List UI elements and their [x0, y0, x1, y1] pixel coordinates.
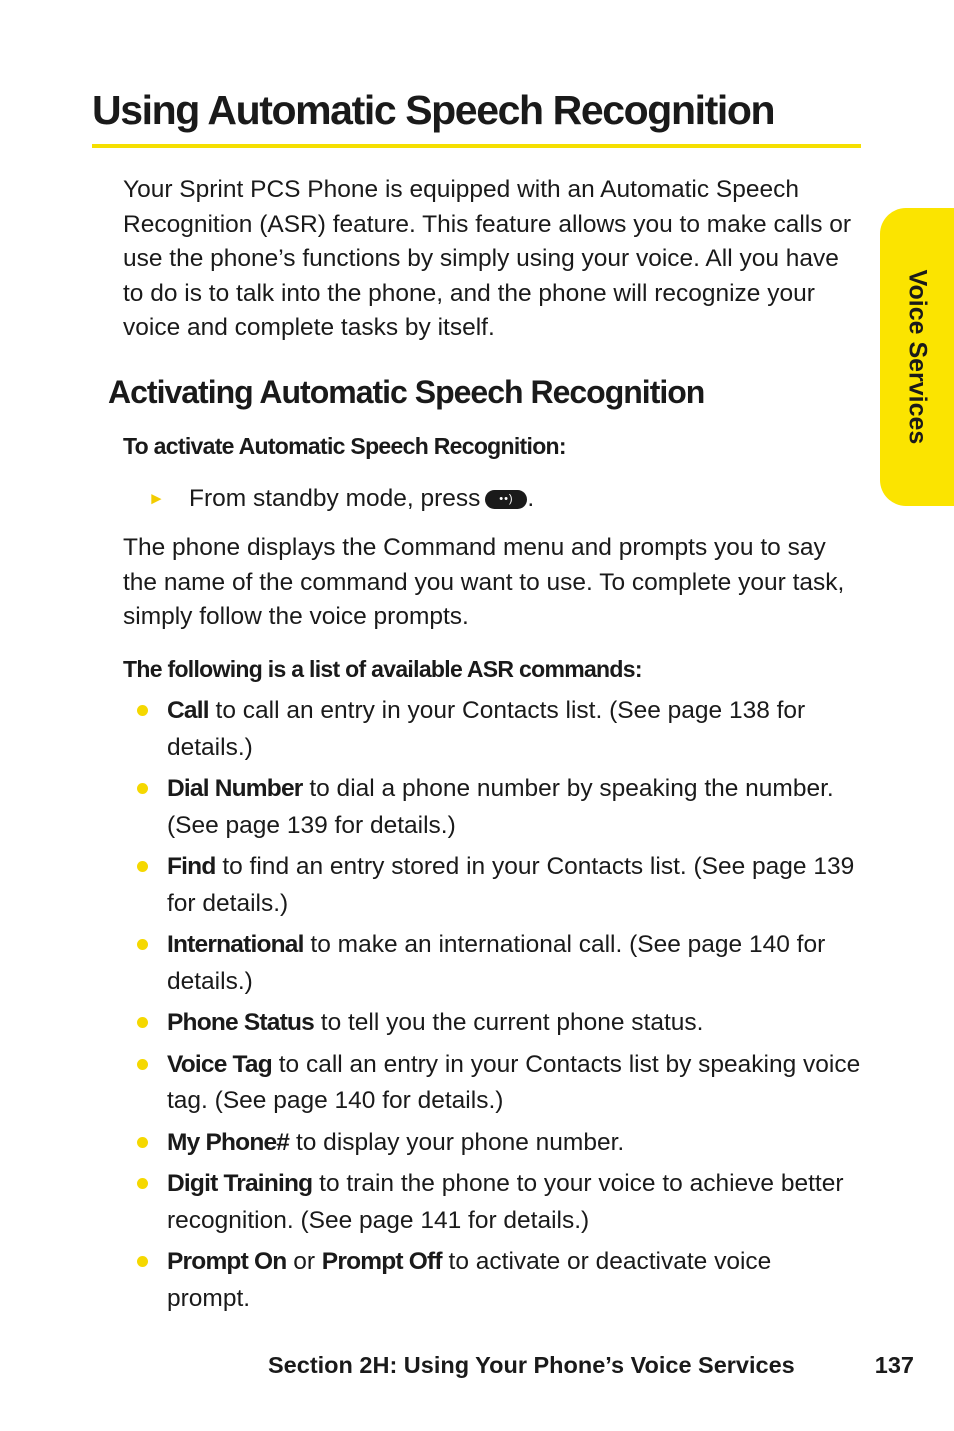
bullet-icon [137, 783, 148, 794]
command-term: Dial Number [167, 775, 303, 802]
list-heading: The following is a list of available ASR commands: [123, 656, 642, 682]
list-item [123, 849, 861, 922]
talk-voice-key-icon [485, 490, 527, 509]
list-item [123, 1244, 861, 1317]
command-menu-paragraph: The phone displays the Command menu and prompts you to say the name of the command you want to use. To complete your task, simply follow the voice prompts. [123, 534, 845, 630]
command-term: International [167, 931, 304, 958]
command-description: to activate or deactivate voice prompt. [167, 1248, 772, 1312]
list-item [123, 771, 861, 844]
list-item [123, 1005, 861, 1042]
command-description: to make an international call. (See page 140 for details.) [167, 931, 826, 995]
intro-section [123, 173, 861, 346]
bullet-icon [137, 1017, 148, 1028]
command-term: Call [167, 697, 209, 724]
list-item [123, 1166, 861, 1239]
command-term: Phone Status [167, 1009, 314, 1036]
bullet-icon [137, 939, 148, 950]
list-item [123, 1047, 861, 1120]
command-term: Find [167, 853, 216, 880]
step-text: From standby mode, press [189, 485, 481, 512]
command-description: to dial a phone number by speaking the number. (See page 139 for details.) [167, 775, 834, 839]
bullet-icon [137, 861, 148, 872]
list-item [123, 693, 861, 766]
page-footer [268, 1349, 914, 1381]
instruction-heading: To activate Automatic Speech Recognition: [123, 433, 566, 459]
bullet-icon [137, 1137, 148, 1148]
command-description: to call an entry in your Contacts list by speaking voice tag. (See page 140 for details.) [167, 1050, 861, 1114]
command-description: to find an entry stored in your Contacts list. (See page 139 for details.) [167, 853, 855, 917]
bullet-icon [137, 1256, 148, 1267]
command-description: to tell you the current phone status. [313, 1009, 704, 1036]
side-tab-label: Voice Services [903, 269, 932, 445]
command-description: to display your phone number. [289, 1128, 625, 1156]
intro-paragraph: Your Sprint PCS Phone is equipped with an Automatic Speech Recognition (ASR) feature. This feature allows you to make calls or use the phone’s functions by simply using your voice. All you have to do is to talk into the phone, and the phone will recognize your voice and complete tasks by itself. [123, 176, 852, 341]
command-term: My Phone# [167, 1128, 290, 1156]
step-arrow-icon: ► [148, 489, 165, 508]
list-item [123, 927, 861, 1000]
footer-section-title: Section 2H: Using Your Phone’s Voice Services [268, 1352, 795, 1378]
section-subheading: Activating Automatic Speech Recognition [108, 374, 705, 410]
command-list [123, 693, 861, 1322]
command-joiner: or [286, 1248, 322, 1275]
list-item [123, 1125, 861, 1162]
step-item [148, 482, 534, 516]
page-number: 137 [874, 1352, 914, 1378]
bullet-icon [137, 1178, 148, 1189]
command-term: Voice Tag [167, 1050, 272, 1078]
title-rule [92, 144, 861, 148]
step-text-end: . [527, 485, 535, 512]
command-term: Prompt On [167, 1248, 287, 1275]
side-tab [880, 208, 954, 506]
bullet-icon [137, 1059, 148, 1070]
command-term-secondary: Prompt Off [321, 1248, 442, 1275]
command-description: to call an entry in your Contacts list. (See page 138 for details.) [167, 697, 806, 761]
command-description: to train the phone to your voice to achieve better recognition. (See page 141 for details.) [167, 1170, 844, 1234]
bullet-icon [137, 705, 148, 716]
command-term: Digit Training [167, 1170, 313, 1197]
page-title: Using Automatic Speech Recognition [92, 87, 775, 133]
